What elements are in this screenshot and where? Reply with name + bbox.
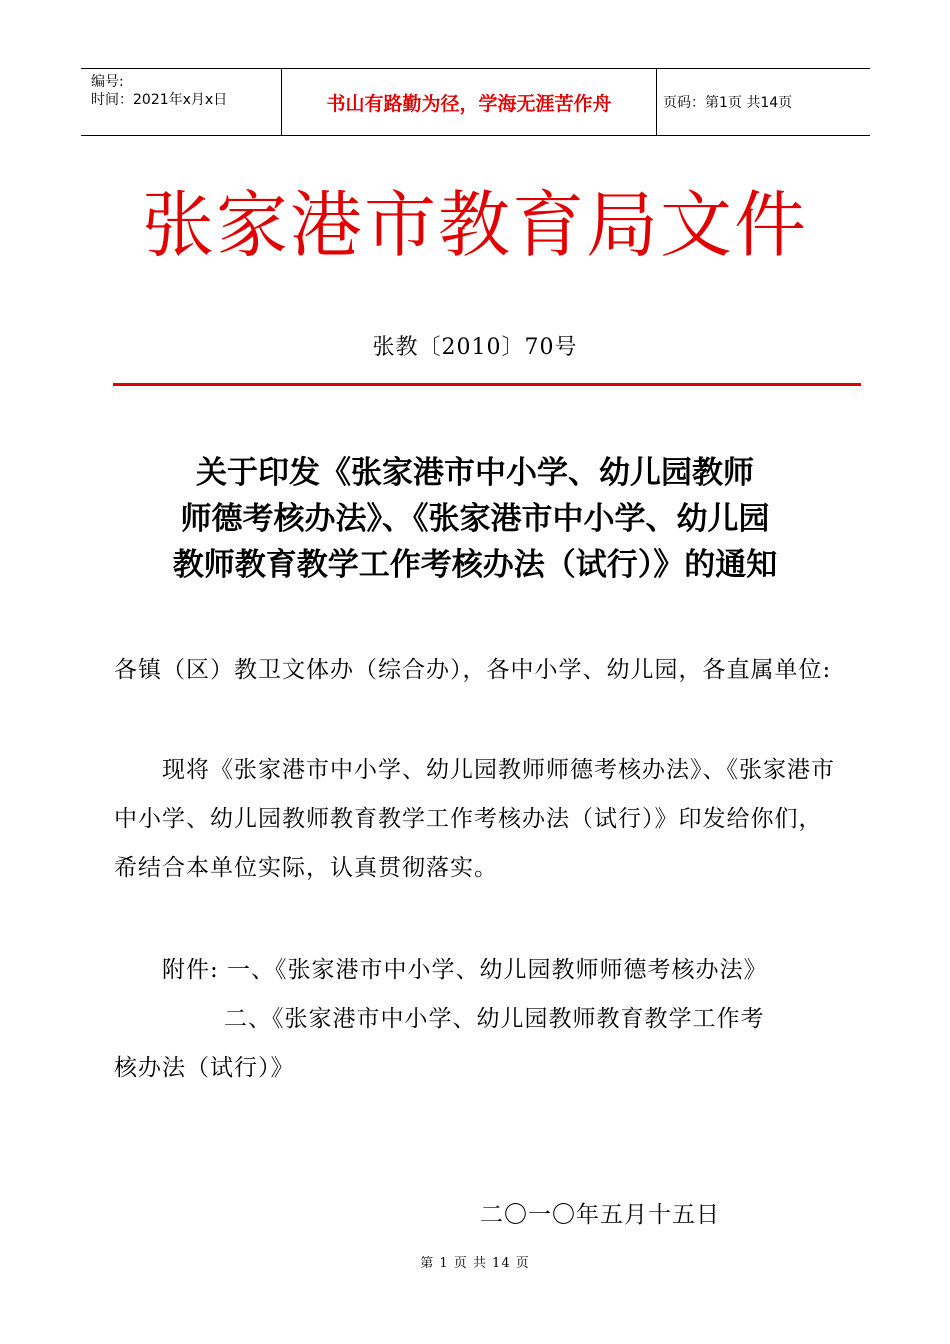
notice-title-line: 关于印发《张家港市中小学、幼儿园教师 xyxy=(196,455,754,491)
attachment-line: 二、《张家港市中小学、幼儿园教师教育教学工作考 xyxy=(224,1006,765,1032)
page-footer: 第 1 页 共 14 页 xyxy=(420,1256,530,1271)
number-label: 编号: xyxy=(91,74,124,90)
attachments xyxy=(114,946,836,1093)
header-table xyxy=(81,68,870,136)
issue-date: 二〇一〇年五月十五日 xyxy=(480,1202,720,1228)
issuer-title: 张家港市教育局文件 xyxy=(141,183,808,267)
header-meta xyxy=(81,69,281,135)
doc-number: 张教〔2010〕70号 xyxy=(372,335,578,360)
header-page-info: 页码：第1页 共14页 xyxy=(663,95,793,111)
time-label: 时间：2021年x月x日 xyxy=(91,92,228,108)
notice-title-line: 师德考核办法》、《张家港市中小学、幼儿园 xyxy=(180,501,770,537)
attachment-line: 附件: 一、《张家港市中小学、幼儿园教师师德考核办法》 xyxy=(162,957,768,983)
notice-title xyxy=(0,450,950,588)
header-motto: 书山有路勤为径，学海无涯苦作舟 xyxy=(281,69,657,135)
salutation: 各镇（区）教卫文体办（综合办），各中小学、幼儿园，各直属单位: xyxy=(114,657,832,683)
main-paragraph: 现将《张家港市中小学、幼儿园教师师德考核办法》、《张家港市中小学、幼儿园教师教育教学工作考核办法（试行）》印发给你们，希结合本单位实际，认真贯彻落实。 xyxy=(114,757,835,881)
notice-title-line: 教师教育教学工作考核办法（试行）》的通知 xyxy=(172,547,778,583)
red-divider xyxy=(113,383,861,386)
attachment-line: 核办法（试行）》 xyxy=(114,1055,295,1081)
